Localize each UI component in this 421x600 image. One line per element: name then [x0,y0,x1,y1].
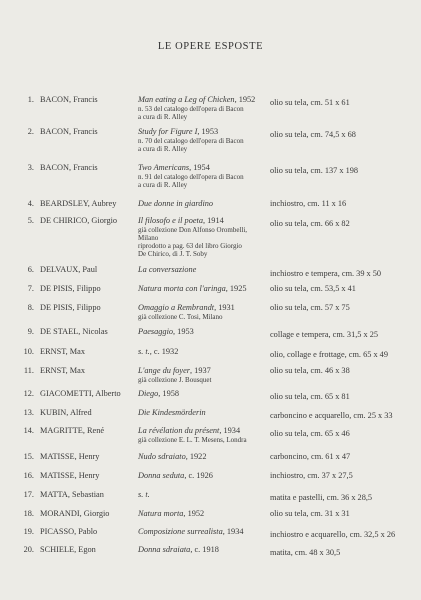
work-note: già collezione J. Bousquet [138,375,212,384]
work-date: , 1914 [203,216,224,225]
artist-name: BACON, Francis [40,95,98,104]
work-title: Diego [138,389,159,398]
artist-name: ERNST, Max [40,347,86,356]
work-title-line [138,527,268,537]
work-date: , 1925 [225,284,247,293]
work-date: , c. 1926 [184,471,213,480]
item-number: 1. [27,95,34,104]
work-title: s. t. [138,490,150,499]
work-note: già collezione E. L. T. Mesens, Londra [138,435,247,444]
item-number: 7. [27,284,34,293]
artist-name: PICASSO, Pablo [40,527,98,536]
work-note: a cura di R. Alley [138,144,188,153]
work-title-line [138,284,268,294]
work-title-line [138,408,268,418]
work-info [138,471,268,481]
work-title: Natura morta [138,509,184,518]
work-note: n. 53 del catalogo dell'opera di Bacon [138,104,244,113]
technique: olio su tela, cm. 137 x 198 [270,166,359,175]
item-number: 14. [23,426,34,435]
work-note: riprodotto a pag. 63 del libro Giorgio [138,241,242,250]
technique: inchiostro, cm. 11 x 16 [270,199,347,208]
work-title-line [138,545,268,555]
item-number: 12. [23,389,34,398]
item-number: 8. [27,303,34,312]
item-number: 10. [23,347,34,356]
work-date: , c. 1918 [190,545,219,554]
item-number: 11. [23,366,34,375]
work-date: , 1953 [197,127,219,136]
work-info [138,127,268,153]
technique: olio su tela, cm. 65 x 46 [270,429,350,438]
work-info [138,452,268,462]
technique: olio, collage e frottage, cm. 65 x 49 [270,350,388,359]
item-number: 16. [23,471,34,480]
artist-name: SCHIELE, Egon [40,545,96,554]
technique: inchiostro, cm. 37 x 27,5 [270,471,353,480]
artist-name: MORANDI, Giorgio [40,509,110,518]
work-info [138,426,268,444]
technique: carboncino e acquarello, cm. 25 x 33 [270,411,393,420]
work-title-line [138,216,268,226]
work-info [138,199,268,209]
artist-name: BACON, Francis [40,127,98,136]
work-title: La révélation du présent [138,426,220,435]
work-title-line [138,127,268,137]
work-title-line [138,95,268,105]
artist-name: ERNST, Max [40,366,86,375]
artist-name: BACON, Francis [40,163,98,172]
work-date: , 1937 [190,366,211,375]
work-date: , 1934 [222,527,244,536]
work-info [138,527,268,537]
technique: inchiostro e acquarello, cm. 32,5 x 26 [270,530,396,539]
work-date: , 1953 [173,327,194,336]
item-number: 20. [23,545,34,554]
work-info [138,509,268,519]
technique: inchiostro e tempera, cm. 39 x 50 [270,269,382,278]
work-title-line [138,163,268,173]
work-title: Due donne in giardino [138,199,214,208]
artist-name: MATTA, Sebastian [40,490,104,499]
work-info [138,327,268,337]
work-title: Man eating a Leg of Chicken [138,95,235,104]
work-title: Composizione surrealista [138,527,223,536]
work-info [138,490,268,500]
item-number: 19. [23,527,34,536]
work-title-line [138,509,268,519]
work-info [138,163,268,189]
artist-name: DE PISIS, Filippo [40,284,101,293]
work-note: a cura di R. Alley [138,180,188,189]
work-date: , c. 1932 [149,347,179,356]
work-info [138,389,268,399]
item-number: 2. [27,127,34,136]
work-title-line [138,327,268,337]
work-title-line [138,265,268,275]
work-note: già collezione Don Alfonso Orombelli, [138,225,248,234]
work-info [138,545,268,555]
work-info [138,265,268,275]
work-title-line [138,303,268,313]
work-title: Nudo sdraiato [138,452,186,461]
work-date: , 1952 [234,95,256,104]
artist-name: BEARDSLEY, Aubrey [40,199,117,208]
work-note: n. 91 del catalogo dell'opera di Bacon [138,172,244,181]
artist-name: DE STAEL, Nicolas [40,327,108,336]
work-date: , 1958 [158,389,180,398]
work-title-line [138,426,268,436]
technique: olio su tela, cm. 66 x 82 [270,219,350,228]
item-number: 15. [23,452,34,461]
technique: collage e tempera, cm. 31,5 x 25 [270,330,379,339]
work-title: Die Kindesmörderin [138,408,206,417]
work-title: Donna sdraiata [138,545,191,554]
work-title-line [138,366,268,376]
work-date: , 1954 [189,163,210,172]
work-title: Two Americans [138,163,190,172]
technique: olio su tela, cm. 53,5 x 41 [270,284,356,293]
artist-name: MATISSE, Henry [40,471,100,480]
item-number: 18. [23,509,34,518]
item-number: 4. [27,199,34,208]
technique: olio su tela, cm. 74,5 x 68 [270,130,356,139]
work-info [138,216,268,258]
item-number: 3. [27,163,34,172]
artist-name: DE PISIS, Filippo [40,303,101,312]
work-info [138,366,268,384]
artist-name: GIACOMETTI, Alberto [40,389,121,398]
technique: olio su tela, cm. 57 x 75 [270,303,350,312]
work-title-line [138,389,268,399]
work-note: a cura di R. Alley [138,112,188,121]
work-title: Omaggio a Rembrandt [138,303,215,312]
work-note: De Chirico, di J. T. Soby [138,249,208,258]
work-title: Paesaggio [138,327,174,336]
artist-name: DELVAUX, Paul [40,265,98,274]
technique: olio su tela, cm. 65 x 81 [270,392,350,401]
work-title-line [138,471,268,481]
item-number: 5. [27,216,34,225]
artist-name: MATISSE, Henry [40,452,100,461]
work-info [138,347,268,357]
work-info [138,408,268,418]
work-note: n. 70 del catalogo dell'opera di Bacon [138,136,244,145]
work-title: Donna seduta [138,471,185,480]
technique: olio su tela, cm. 31 x 31 [270,509,350,518]
work-date: , 1952 [183,509,205,518]
work-title-line [138,347,268,357]
item-number: 13. [23,408,34,417]
technique: carboncino, cm. 61 x 47 [270,452,351,461]
technique: matita, cm. 48 x 30,5 [270,548,341,557]
work-title: Study for Figure I [138,127,198,136]
work-note: già collezione C. Tosi, Milano [138,312,223,321]
work-title-line [138,199,268,209]
technique: olio su tela, cm. 46 x 38 [270,366,350,375]
work-title: La conversazione [138,265,197,274]
artist-name: KUBIN, Alfred [40,408,92,417]
artist-name: MAGRITTE, René [40,426,105,435]
work-title: Natura morta con l'aringa [138,284,226,293]
work-title: L'ange du foyer [138,366,191,375]
artist-name: DE CHIRICO, Giorgio [40,216,118,225]
technique: matita e pastelli, cm. 36 x 28,5 [270,493,373,502]
work-title-line [138,452,268,462]
work-info [138,284,268,294]
work-date: , 1934 [219,426,241,435]
work-title: s. t. [138,347,150,356]
work-info [138,303,268,321]
page-title: LE OPERE ESPOSTE [157,41,264,52]
work-info [138,95,268,121]
work-date: , 1922 [185,452,207,461]
work-note: Milano [138,233,159,242]
item-number: 9. [27,327,34,336]
item-number: 17. [23,490,34,499]
technique: olio su tela, cm. 51 x 61 [270,98,350,107]
work-title: Il filosofo e il poeta [138,216,203,225]
work-title-line [138,490,268,500]
item-number: 6. [27,265,34,274]
work-date: , 1931 [214,303,235,312]
